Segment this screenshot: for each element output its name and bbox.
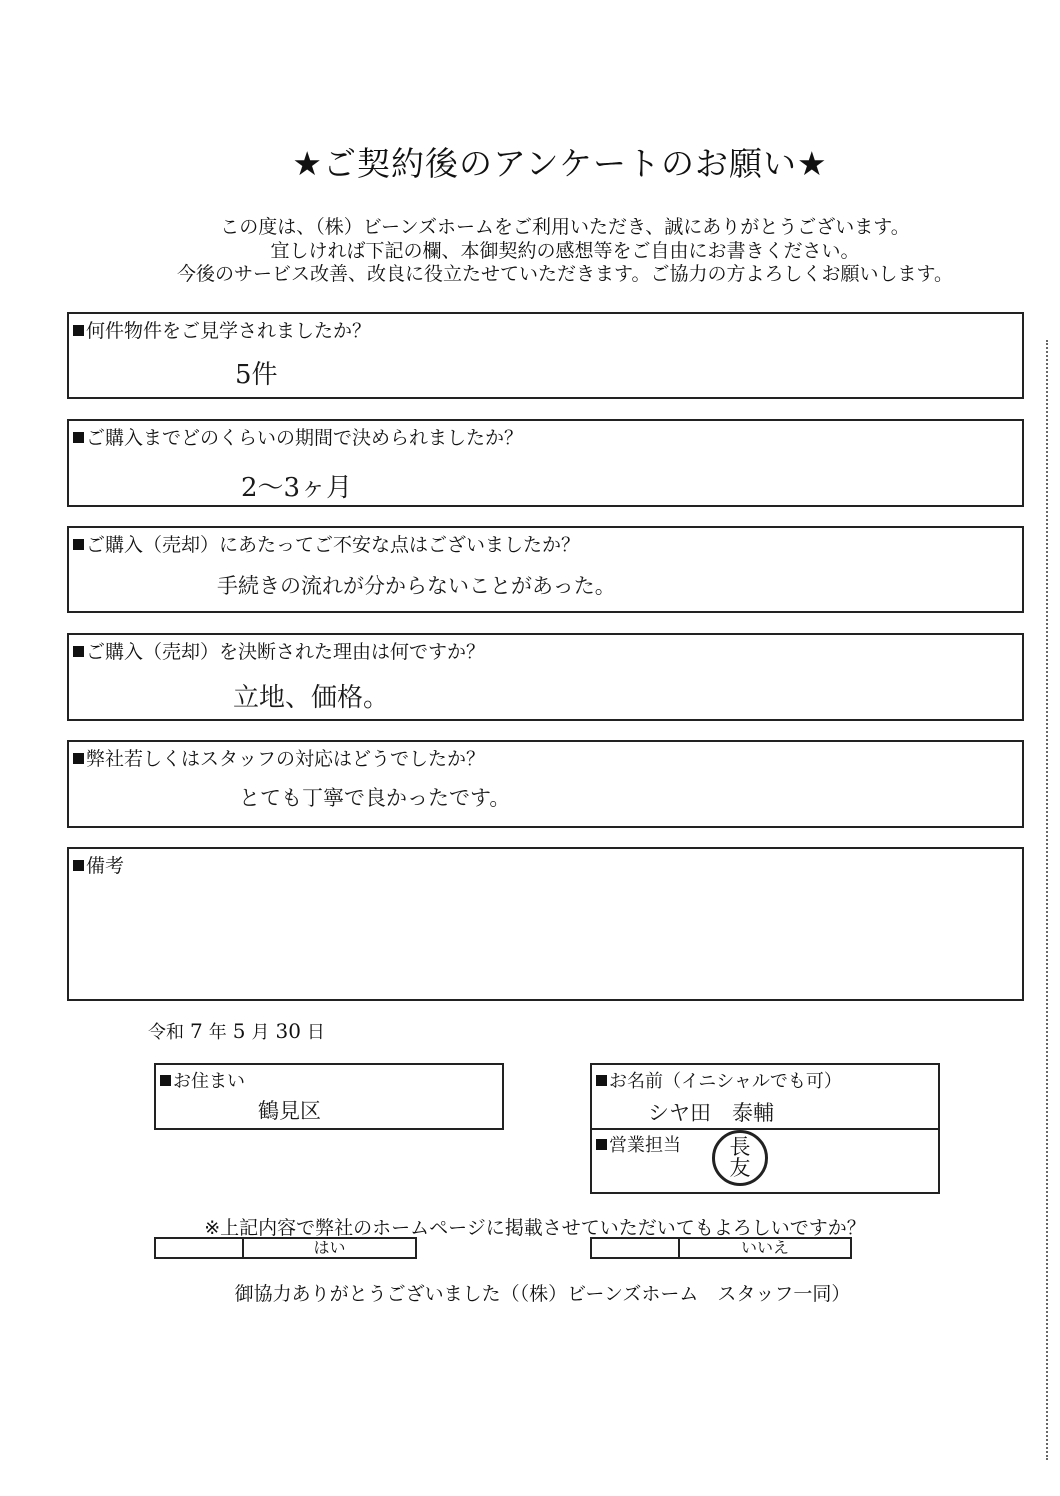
square-bullet-icon xyxy=(596,1075,607,1086)
address-value[interactable]: 鶴見区 xyxy=(258,1099,321,1123)
square-bullet-icon xyxy=(596,1139,607,1150)
no-label: いいえ xyxy=(740,1238,789,1257)
answer-text[interactable]: 5件 xyxy=(235,360,278,390)
intro-line-2: 宜しければ下記の欄、本御契約の感想等をご自由にお書きください。 xyxy=(270,240,860,262)
square-bullet-icon xyxy=(160,1075,171,1086)
sales-label: 営業担当 xyxy=(609,1135,681,1156)
date-year-unit: 年 xyxy=(208,1022,227,1043)
yes-label: はい xyxy=(313,1238,346,1257)
square-bullet-icon xyxy=(73,432,84,443)
square-bullet-icon xyxy=(73,753,84,764)
consent-no-option[interactable] xyxy=(590,1237,852,1259)
square-bullet-icon xyxy=(73,860,84,871)
question-label: 弊社若しくはスタッフの対応はどうでしたか？ xyxy=(86,748,486,770)
yes-checkbox[interactable] xyxy=(156,1239,244,1257)
consent-yes-option[interactable] xyxy=(154,1237,417,1259)
date-month[interactable]: 5 xyxy=(232,1019,246,1043)
date-day-unit: 日 xyxy=(306,1022,325,1043)
question-box-period xyxy=(67,419,1024,507)
divider xyxy=(592,1128,938,1130)
answer-text[interactable]: 手続きの流れが分からないことがあった。 xyxy=(217,574,616,598)
name-sales-box xyxy=(590,1063,940,1194)
question-label: ご購入（売却）を決断された理由は何ですか？ xyxy=(86,641,486,663)
intro-line-1: この度は、（株）ビーンズホームをご利用いただき、誠にありがとうございます。 xyxy=(220,216,910,238)
name-value[interactable]: シヤ田 泰輔 xyxy=(648,1101,774,1125)
question-box-reason xyxy=(67,633,1024,721)
answer-text[interactable]: 2～3ヶ月 xyxy=(241,473,353,503)
answer-text[interactable]: 立地、価格。 xyxy=(233,683,390,713)
date-month-unit: 月 xyxy=(251,1022,270,1043)
question-label: 何件物件をご見学されましたか？ xyxy=(86,320,372,342)
address-box xyxy=(154,1063,504,1130)
square-bullet-icon xyxy=(73,325,84,336)
square-bullet-icon xyxy=(73,646,84,657)
question-box-remarks xyxy=(67,847,1024,1001)
footer-thanks: 御協力ありがとうございました（（株）ビーンズホーム スタッフ一同） xyxy=(234,1283,851,1305)
question-box-staff xyxy=(67,740,1024,828)
question-label: ご購入までどのくらいの期間で決められましたか？ xyxy=(86,427,524,449)
page-title: ★ご契約後のアンケートのお願い★ xyxy=(292,144,828,183)
consent-question: ※上記内容で弊社のホームページに掲載させていただいてもよろしいですか？ xyxy=(204,1217,866,1239)
question-label: 備考 xyxy=(86,855,125,877)
sales-seal-stamp: 長 友 xyxy=(712,1130,768,1186)
square-bullet-icon xyxy=(73,539,84,550)
date-year[interactable]: 7 xyxy=(190,1019,203,1043)
no-checkbox[interactable] xyxy=(592,1239,680,1257)
date-era: 令和 xyxy=(148,1022,184,1043)
date-line xyxy=(148,1018,325,1044)
question-box-concerns xyxy=(67,526,1024,613)
answer-text[interactable]: とても丁寧で良かったです。 xyxy=(239,786,511,810)
date-day[interactable]: 30 xyxy=(275,1019,301,1043)
question-label: ご購入（売却）にあたってご不安な点はございましたか？ xyxy=(86,534,581,556)
question-box-viewings xyxy=(67,312,1024,399)
intro-line-3: 今後のサービス改善、改良に役立たせていただきます。ご協力の方よろしくお願いします。 xyxy=(177,263,953,285)
name-label: お名前（イニシャルでも可） xyxy=(609,1071,842,1092)
address-label: お住まい xyxy=(173,1071,245,1092)
